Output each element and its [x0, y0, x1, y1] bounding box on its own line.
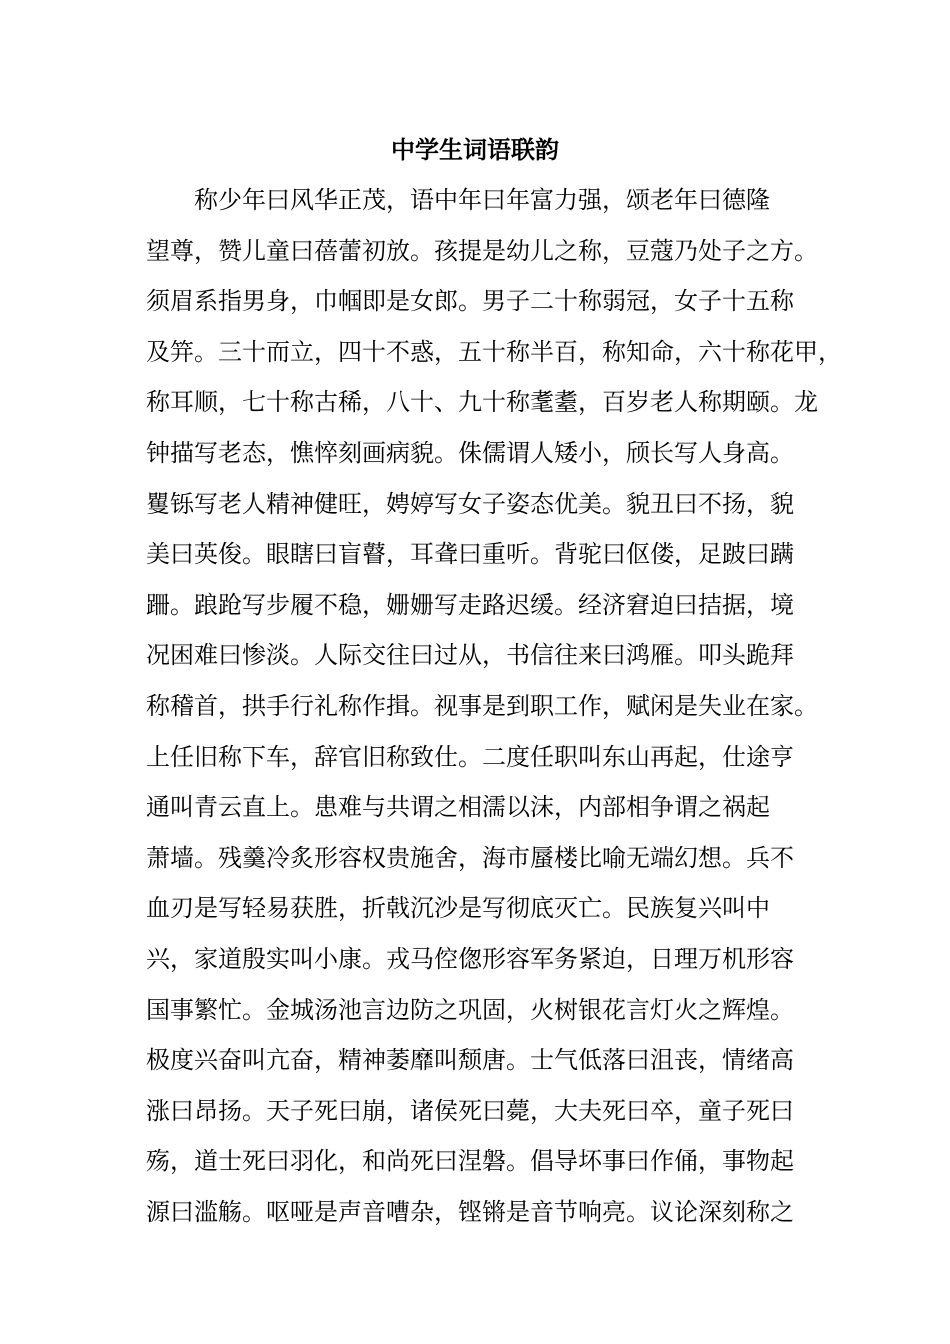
body-line: 望尊，赞儿童曰蓓蕾初放。孩提是幼儿之称，豆蔻乃处子之方。 [146, 236, 818, 265]
body-line: 源曰滥觞。呕哑是声音嘈杂，铿锵是音节响亮。议论深刻称之 [146, 1197, 794, 1226]
body-line: 殇，道士死曰羽化，和尚死曰涅磐。倡导坏事曰作俑，事物起 [146, 1147, 794, 1176]
body-line: 兴，家道殷实叫小康。戎马倥偬形容军务紧迫，日理万机形容 [146, 944, 794, 973]
body-line: 称耳顺，七十称古稀，八十、九十称耄耋，百岁老人称期颐。龙 [146, 388, 818, 417]
body-line: 称稽首，拱手行礼称作揖。视事是到职工作，赋闲是失业在家。 [146, 691, 818, 720]
body-line: 上任旧称下车，辞官旧称致仕。二度任职叫东山再起，仕途亨 [146, 742, 794, 771]
body-line: 及笄。三十而立，四十不惑，五十称半百，称知命，六十称花甲， [146, 337, 842, 366]
body-line: 涨曰昂扬。天子死曰崩，诸侯死曰薨，大夫死曰卒，童子死曰 [146, 1096, 794, 1125]
body-line: 况困难曰惨淡。人际交往曰过从，书信往来曰鸿雁。叩头跪拜 [146, 641, 794, 670]
body-line: 称少年曰风华正茂，语中年曰年富力强，颂老年曰德隆 [146, 186, 770, 214]
body-line: 通叫青云直上。患难与共谓之相濡以沫，内部相争谓之祸起 [146, 793, 770, 822]
document-body [146, 178, 842, 1240]
body-line: 美曰英俊。眼瞎曰盲瞽，耳聋曰重听。背驼曰伛偻，足跛曰蹒 [146, 540, 794, 569]
document-title: 中学生词语联韵 [391, 136, 559, 164]
body-line: 极度兴奋叫亢奋，精神萎靡叫颓唐。士气低落曰沮丧，情绪高 [146, 1046, 794, 1075]
body-line: 血刃是写轻易获胜，折戟沉沙是写彻底灭亡。民族复兴叫中 [146, 894, 770, 923]
body-line: 跚。踉跄写步履不稳，姗姗写走路迟缓。经济窘迫曰拮据，境 [146, 590, 794, 619]
body-line: 矍铄写老人精神健旺，娉婷写女子姿态优美。貌丑曰不扬，貌 [146, 489, 794, 518]
body-line: 国事繁忙。金城汤池言边防之巩固，火树银花言灯火之辉煌。 [146, 995, 794, 1024]
body-line: 须眉系指男身，巾帼即是女郎。男子二十称弱冠，女子十五称 [146, 287, 794, 316]
body-line: 萧墙。残羹冷炙形容权贵施舍，海市蜃楼比喻无端幻想。兵不 [146, 843, 794, 872]
body-line: 钟描写老态，憔悴刻画病貌。侏儒谓人矮小，颀长写人身高。 [146, 438, 794, 467]
